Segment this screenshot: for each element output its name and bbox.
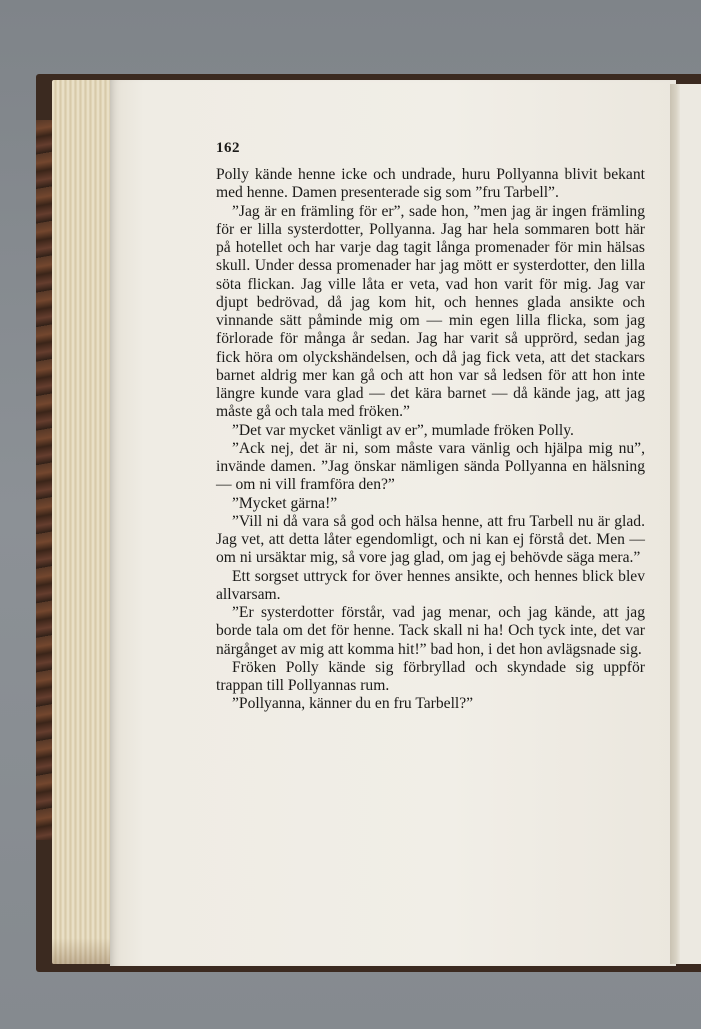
paragraph: ”Pollyanna, känner du en fru Tarbell?” xyxy=(232,695,474,713)
paragraph: Fröken Polly kände sig förbryllad och skyndade sig uppför trappan till Pollyannas rum. xyxy=(216,658,645,694)
paragraph: Polly kände henne icke och undrade, huru Pollyanna blivit bekant med henne. Damen presenterade sig som ”fru Tarbell”. xyxy=(216,166,645,202)
page-text xyxy=(216,166,645,714)
paragraph: ”Er systerdotter förstår, vad jag menar, och jag kände, att jag borde tala om det för henne. Tack skall ni ha! Och tyck inte, det var närgånget av mig att komma hit!” bad hon, i det hon avlägsnade sig. xyxy=(216,604,645,658)
paragraph: ”Mycket gärna!” xyxy=(232,494,338,512)
paragraph: Ett sorgset uttryck for över hennes ansikte, och hennes blick blev allvarsam. xyxy=(216,567,645,603)
page-edges xyxy=(52,80,116,964)
page-number: 162 xyxy=(216,140,240,156)
paragraph: ”Det var mycket vänligt av er”, mumlade fröken Polly. xyxy=(232,421,574,439)
paragraph: ”Ack nej, det är ni, som måste vara vänlig och hjälpa mig nu”, invände damen. ”Jag önskar nämligen sända Pollyanna en hälsning — om ni vill framföra den?” xyxy=(216,439,645,494)
facing-page-edge xyxy=(680,84,701,964)
paragraph: ”Jag är en främling för er”, sade hon, ”men jag är ingen främling för er lilla systerdotter, Pollyanna. Jag har hela sommaren bott här på hotellet och har varje dag tagit långa promenader för min hälsas skull. Under dessa promenader har jag mött er systerdotter, den lilla söta flickan. Jag ville låta er veta, vad hon varit för mig. Jag var djupt bedrövad, då jag kom hit, och hennes glada ansikte och vinnande sätt påminde mig om — min egen lilla flicka, som jag förlorade för många år sedan. Jag har varit så upprörd, sedan jag fick höra om olyckshändelsen, och då jag fick veta, att det stackars barnet aldrig mer kan gå och att hon var så ledsen för att hon inte längre kunde vara glad — det kära barnet — då kände jag, att jag måste gå och tala med fröken.” xyxy=(216,202,645,421)
paragraph: ”Vill ni då vara så god och hälsa henne, att fru Tarbell nu är glad. Jag vet, att detta låter egendomligt, och ni kan ej förstå det. Men — om ni ursäktar mig, så vore jag glad, om jag ej behövde säga mera.” xyxy=(216,512,645,567)
book-gutter xyxy=(670,84,680,964)
